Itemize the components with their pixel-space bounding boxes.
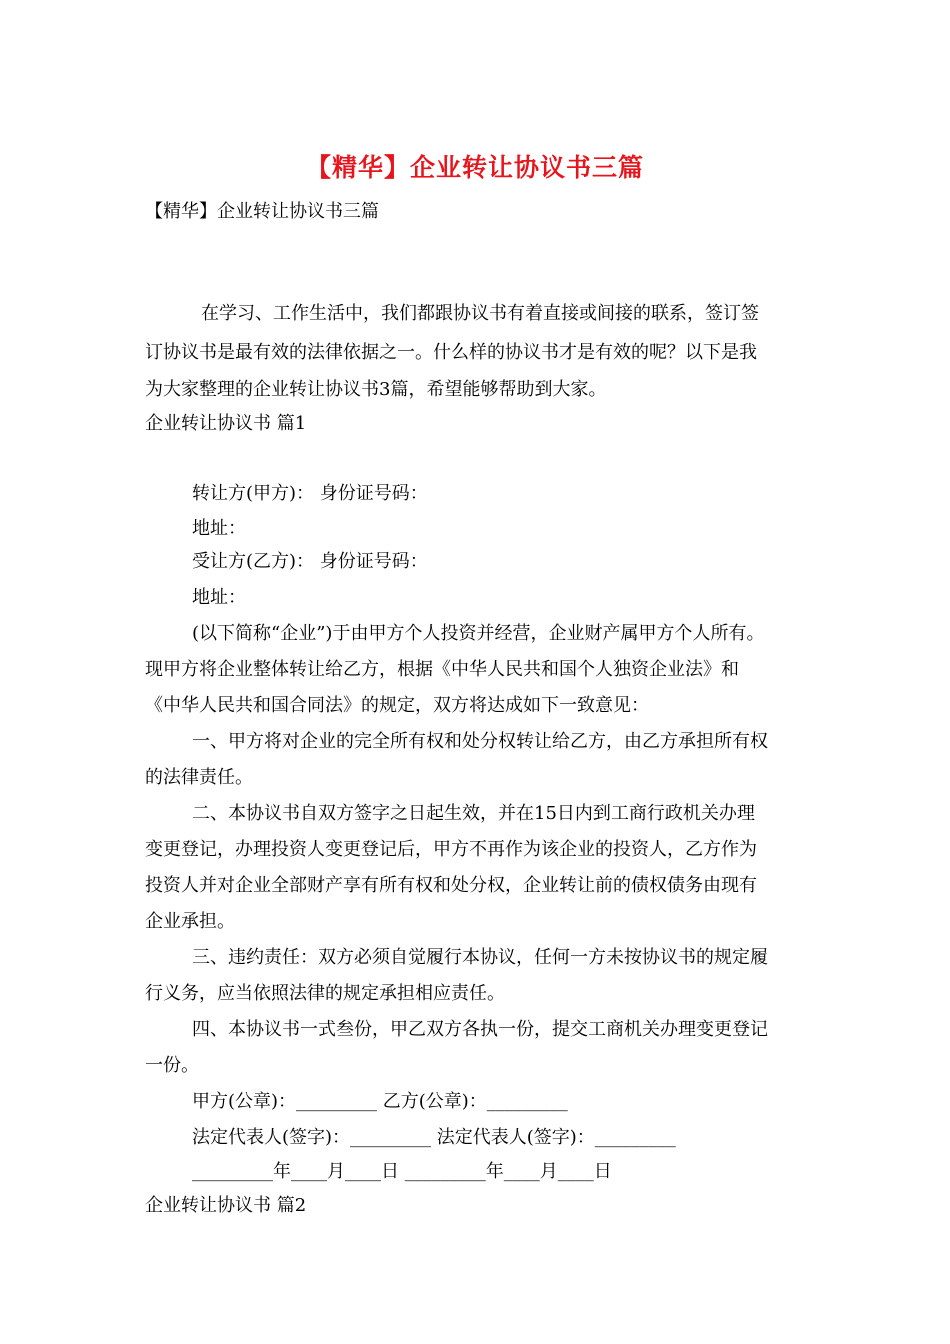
body-line: 的法律责任。 [145,767,253,788]
body-line: 现甲方将企业整体转让给乙方，根据《中华人民共和国个人独资企业法》和 [145,659,739,680]
body-line: 投资人并对企业全部财产享有所有权和处分权，企业转让前的债权债务由现有 [145,875,757,896]
body-line: 企业承担。 [145,911,235,932]
signature-line-seals: 甲方(公章)：_________ 乙方(公章)：_________ [192,1091,568,1112]
section-heading-2: 企业转让协议书 篇2 [145,1195,307,1216]
party-transferor-address: 地址： [192,518,246,539]
document-subtitle: 【精华】企业转让协议书三篇 [145,201,379,222]
section-heading-1: 企业转让协议书 篇1 [145,413,307,434]
body-line: 《中华人民共和国合同法》的规定，双方将达成如下一致意见： [145,695,649,716]
signature-line-representatives: 法定代表人(签字)：_________ 法定代表人(签字)：_________ [192,1127,676,1148]
body-line: 一份。 [145,1055,199,1076]
party-transferee-address: 地址： [192,587,246,608]
body-line: 三、违约责任：双方必须自觉履行本协议，任何一方未按协议书的规定履 [192,947,768,968]
intro-paragraph-line: 为大家整理的企业转让协议书3篇，希望能够帮助到大家。 [145,379,607,400]
body-line: 一、甲方将对企业的完全所有权和处分权转让给乙方，由乙方承担所有权 [192,731,768,752]
party-transferor: 转让方(甲方)： 身份证号码： [192,483,428,504]
party-transferee: 受让方(乙方)： 身份证号码： [192,551,428,572]
body-line: 二、本协议书自双方签字之日起生效，并在15日内到工商行政机关办理 [192,803,755,824]
intro-paragraph-line: 订协议书是最有效的法律依据之一。什么样的协议书才是有效的呢？以下是我 [145,342,757,363]
signature-line-dates: _________年____月____日 _________年____月____日 [192,1161,612,1182]
body-line: 四、本协议书一式叁份，甲乙双方各执一份，提交工商机关办理变更登记 [192,1019,768,1040]
body-line: 变更登记，办理投资人变更登记后，甲方不再作为该企业的投资人，乙方作为 [145,839,757,860]
body-line: (以下简称“企业”)于由甲方个人投资并经营，企业财产属甲方个人所有。 [192,623,765,644]
intro-paragraph-line: 在学习、工作生活中，我们都跟协议书有着直接或间接的联系，签订签 [201,303,759,324]
body-line: 行义务，应当依照法律的规定承担相应责任。 [145,983,505,1004]
document-title: 【精华】企业转让协议书三篇 [305,153,644,182]
